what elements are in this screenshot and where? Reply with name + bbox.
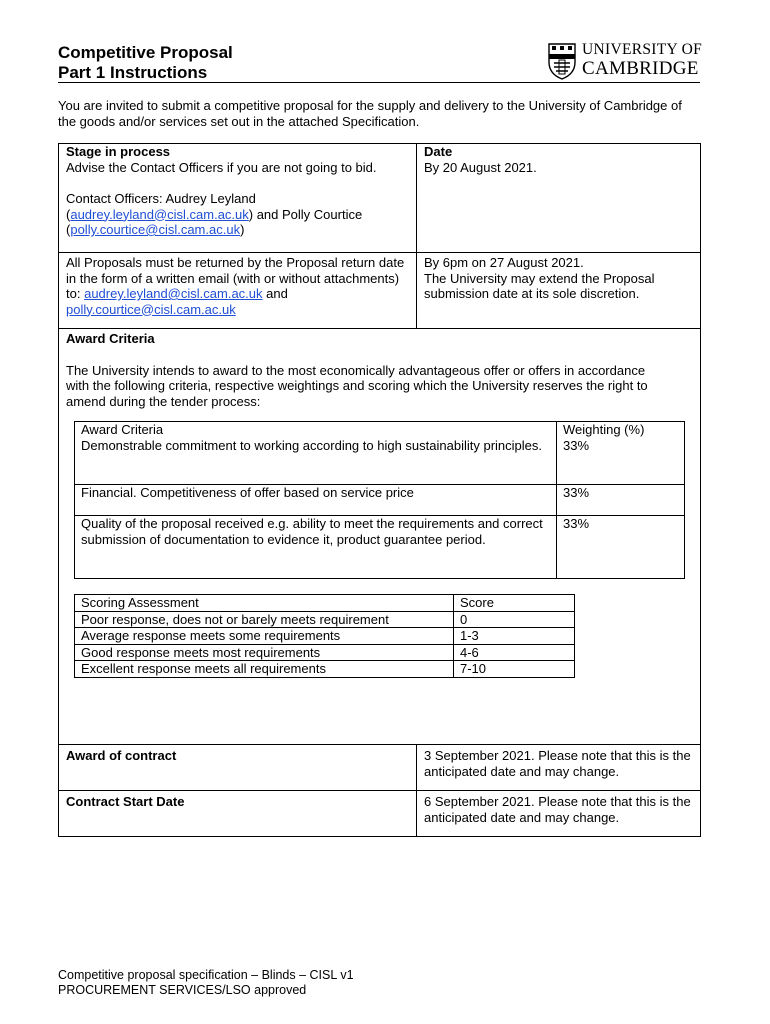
intro-paragraph: You are invited to submit a competitive proposal for the supply and delivery to the University of Cambridge of the goods and/or services set out in the attached Specification. (58, 98, 682, 129)
table-row (75, 516, 685, 579)
table-row (75, 644, 575, 661)
score-cell: 4-6 (454, 644, 575, 661)
title-line-2: Part 1 Instructions (58, 63, 208, 82)
date-value-2: By 6pm on 27 August 2021. (424, 255, 584, 270)
weighting-column-header: Weighting (%) (563, 422, 645, 437)
scoring-table (74, 594, 575, 678)
table-row (59, 791, 701, 837)
scoring-column-header: Scoring Assessment (75, 595, 454, 612)
assessment-cell: Average response meets some requirements (75, 628, 454, 645)
award-criteria-text: The University intends to award to the most economically advantageous offer or offers in accordance with the following criteria, respective weightings and scoring which the University reserves the right to amend during the tender process: (66, 362, 648, 409)
title-divider (58, 82, 700, 83)
award-contract-label: Award of contract (66, 748, 177, 763)
score-column-header: Score (454, 595, 575, 612)
score-cell: 7-10 (454, 661, 575, 678)
email-link-audrey[interactable]: audrey.leyland@cisl.cam.ac.uk (70, 206, 249, 222)
contact-officers-text: Contact Officers: Audrey Leyland (66, 191, 256, 206)
award-criteria-heading: Award Criteria (66, 331, 155, 346)
footer-line-2: PROCUREMENT SERVICES/LSO approved (58, 983, 307, 997)
table-row (75, 595, 575, 612)
date-cell (417, 253, 701, 329)
criteria-column-header: Award Criteria (81, 422, 164, 437)
table-row (59, 144, 701, 253)
criteria-cell: Quality of the proposal received e.g. ability to meet the requirements and correct submission of documentation to evidence it, product guarantee period. (75, 516, 557, 579)
contract-start-label-cell (59, 791, 417, 837)
email-link-audrey-return[interactable]: audrey.leyland@cisl.cam.ac.uk (84, 286, 263, 301)
table-row (75, 422, 685, 485)
logo-wordmark (582, 40, 702, 78)
score-cell: 0 (454, 611, 575, 628)
stage-cell (59, 144, 417, 253)
stage-return-text: All Proposals must be returned by the Proposal return date in the form of a written email (with or without attachments) to: (66, 255, 405, 301)
contract-start-label: Contract Start Date (66, 794, 185, 809)
footer-line-1: Competitive proposal specification – Blinds – CISL v1 (58, 968, 354, 982)
instructions-table (58, 143, 701, 837)
stage-advise-text: Advise the Contact Officers if you are not going to bid. (66, 159, 377, 175)
award-criteria-cell (59, 329, 701, 745)
email-link-polly-return[interactable]: polly.courtice@cisl.cam.ac.uk (66, 301, 236, 317)
logo-line-2: CAMBRIDGE (582, 58, 699, 79)
award-contract-value: 3 September 2021. Please note that this is the anticipated date and may change. (417, 745, 701, 791)
table-row (75, 661, 575, 678)
criteria-cell: Financial. Competitiveness of offer based on service price (75, 485, 557, 516)
email-link-polly[interactable]: polly.courtice@cisl.cam.ac.uk (70, 222, 241, 237)
date-header: Date (424, 144, 453, 159)
assessment-cell: Poor response, does not or barely meets requirement (75, 611, 454, 628)
page-title (58, 43, 233, 83)
contact-line-2: (polly.courtice@cisl.cam.ac.uk) (66, 222, 245, 237)
date-cell (417, 144, 701, 253)
score-cell: 1-3 (454, 628, 575, 645)
criteria-cell (75, 422, 557, 485)
date-value-1: By 20 August 2021. (424, 159, 537, 175)
contract-start-value: 6 September 2021. Please note that this is the anticipated date and may change. (417, 791, 701, 837)
assessment-cell: Good response meets most requirements (75, 644, 454, 661)
page-footer (58, 968, 354, 998)
contact-line-1: (audrey.leyland@cisl.cam.ac.uk) and Polly Courtice (66, 206, 363, 222)
criteria-text: Demonstrable commitment to working according to high sustainability principles. (81, 437, 542, 453)
table-row (75, 611, 575, 628)
weighting-value: 33% (557, 516, 685, 579)
table-row (59, 253, 701, 329)
date-note-2: The University may extend the Proposal submission date at its sole discretion. (424, 270, 655, 301)
criteria-table (74, 421, 685, 579)
weighting-value: 33% (557, 485, 685, 516)
stage-header: Stage in process (66, 144, 171, 159)
table-row (75, 485, 685, 516)
table-row (75, 628, 575, 645)
weighting-value: 33% (563, 437, 590, 453)
title-line-1: Competitive Proposal (58, 43, 233, 62)
stage-cell: All Proposals must be returned by the Proposal return date in the form of a written email (with or without attachments) to: audrey.leyland@cisl.cam.ac.uk and polly.courtice@cisl.cam.ac.uk (59, 253, 417, 329)
weighting-cell (557, 422, 685, 485)
table-row (59, 329, 701, 745)
award-contract-label-cell (59, 745, 417, 791)
assessment-cell: Excellent response meets all requirements (75, 661, 454, 678)
table-row (59, 745, 701, 791)
crest-icon (547, 42, 577, 80)
logo-line-1: UNIVERSITY OF (582, 41, 703, 58)
